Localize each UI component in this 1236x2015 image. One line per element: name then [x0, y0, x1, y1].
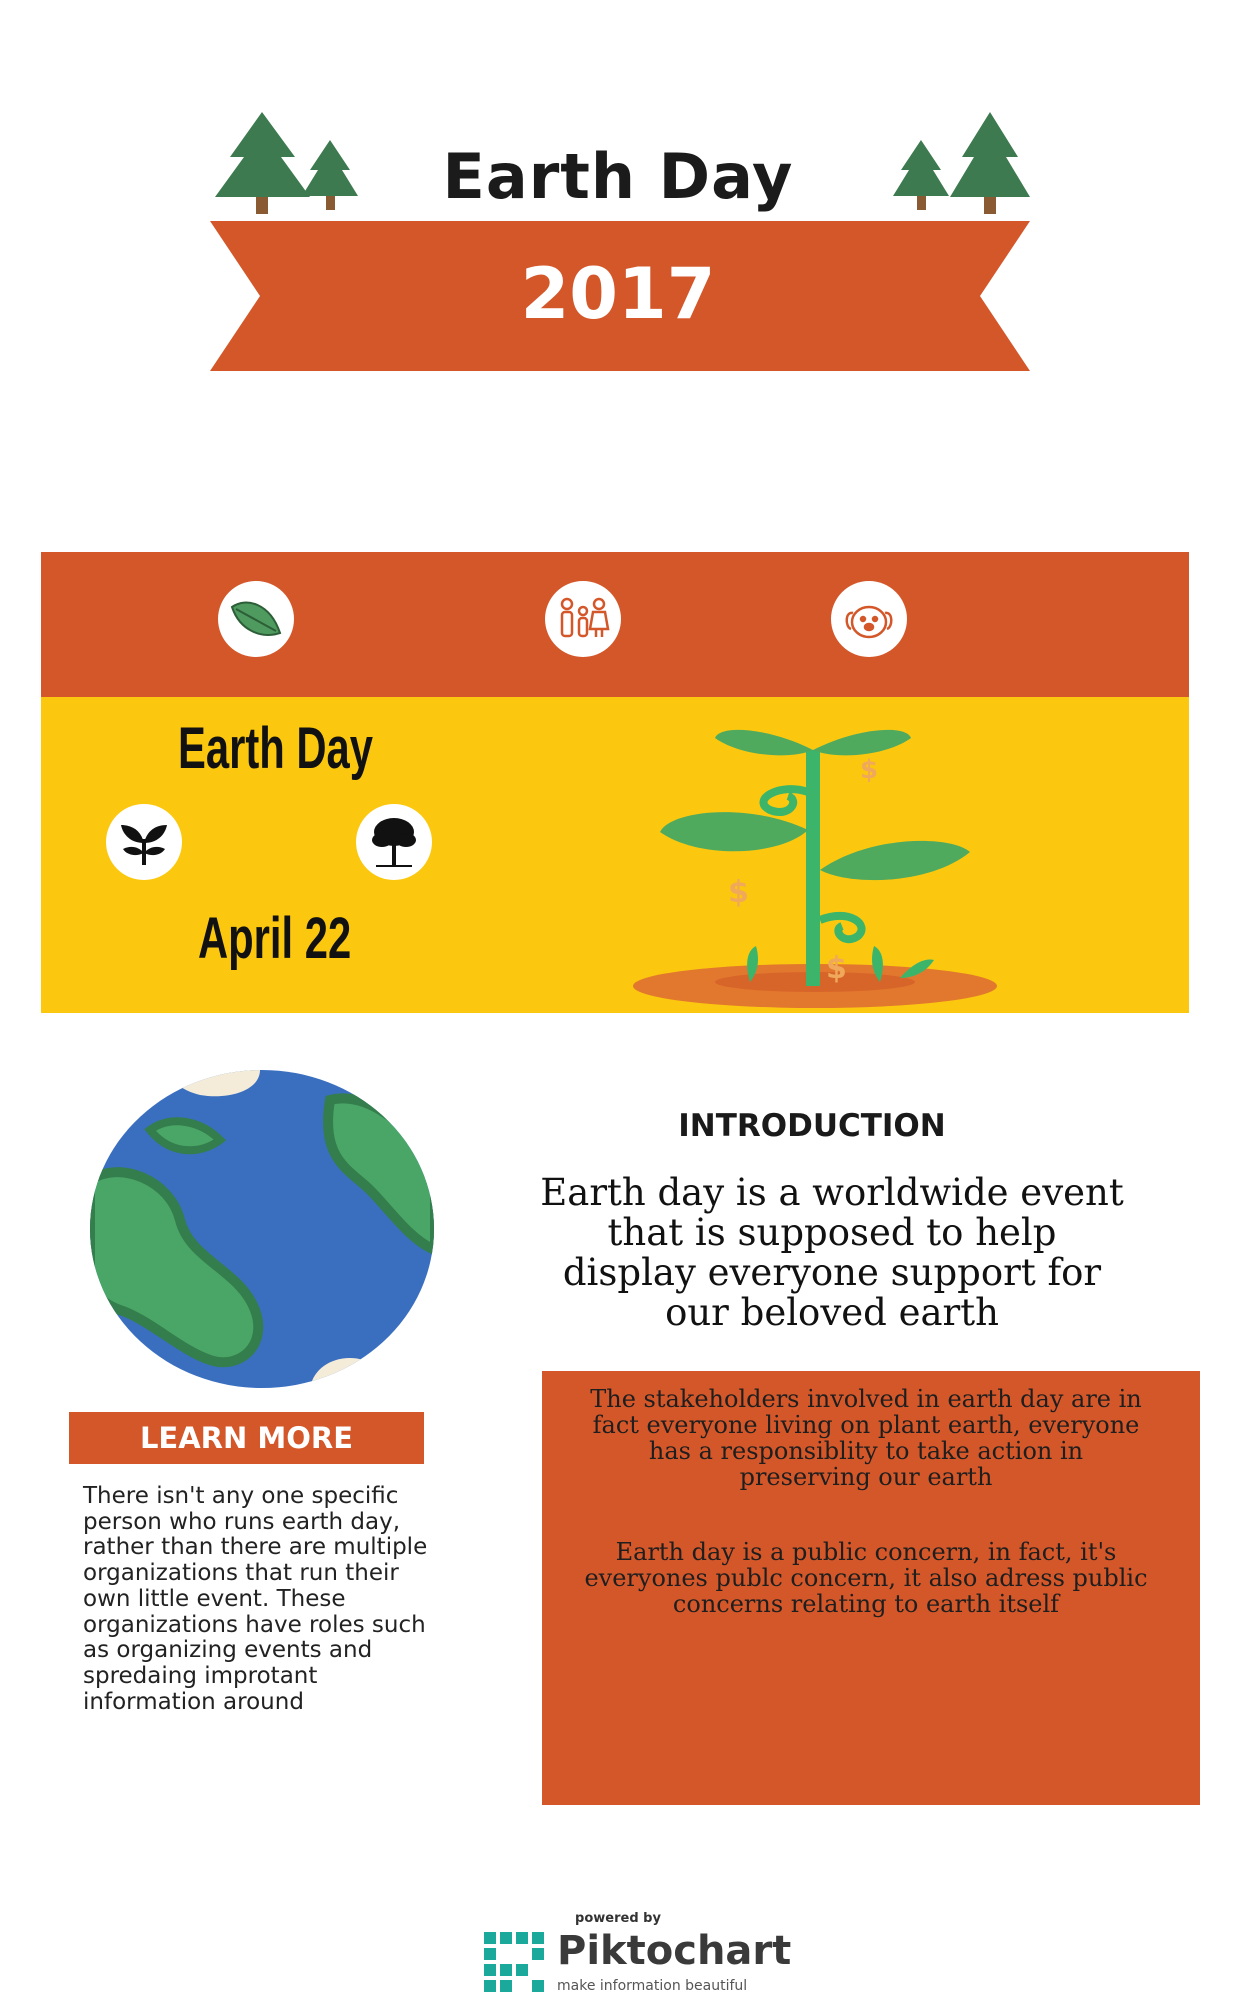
stakeholders-text: The stakeholders involved in earth day are in fact everyone living on plant earth, everyone has a responsiblity to take action in preserving our earth [590, 1385, 1142, 1491]
globe-icon [90, 1070, 435, 1388]
family-icon [545, 581, 621, 657]
svg-text:$: $ [860, 755, 879, 785]
intro-text: Earth day is a worldwide event that is supposed to help display everyone support for our beloved earth [540, 1171, 1124, 1334]
piktochart-tagline: make information beautiful [557, 1978, 748, 1994]
piktochart-logo-icon [484, 1932, 548, 1996]
leaf-icon [218, 581, 294, 657]
intro-heading: INTRODUCTION [678, 1108, 946, 1144]
piktochart-brand[interactable]: Piktochart [557, 1928, 792, 1974]
learn-more-text: There isn't any one specific person who runs earth day, rather than there are multiple organizations that run their own little event. These organizations have roles such as organizing events and spredaing improtant information around [83, 1483, 428, 1715]
public-concern-text: Earth day is a public concern, in fact, it's everyones publc concern, it also adress public concerns relating to earth itself [584, 1538, 1148, 1618]
powered-by-label: powered by [575, 1911, 661, 1926]
plant-icon [106, 804, 182, 880]
event-date: April 22 [198, 906, 352, 971]
year-label: 2017 [520, 253, 716, 335]
learn-more-button[interactable]: LEARN MORE [69, 1412, 424, 1464]
svg-text:$: $ [826, 951, 847, 986]
tree-icon [356, 804, 432, 880]
band-title: Earth Day [178, 716, 373, 781]
dog-icon [831, 581, 907, 657]
money-plant-icon [630, 710, 1000, 1010]
svg-text:$: $ [728, 875, 749, 910]
page-title: Earth Day [442, 140, 794, 213]
